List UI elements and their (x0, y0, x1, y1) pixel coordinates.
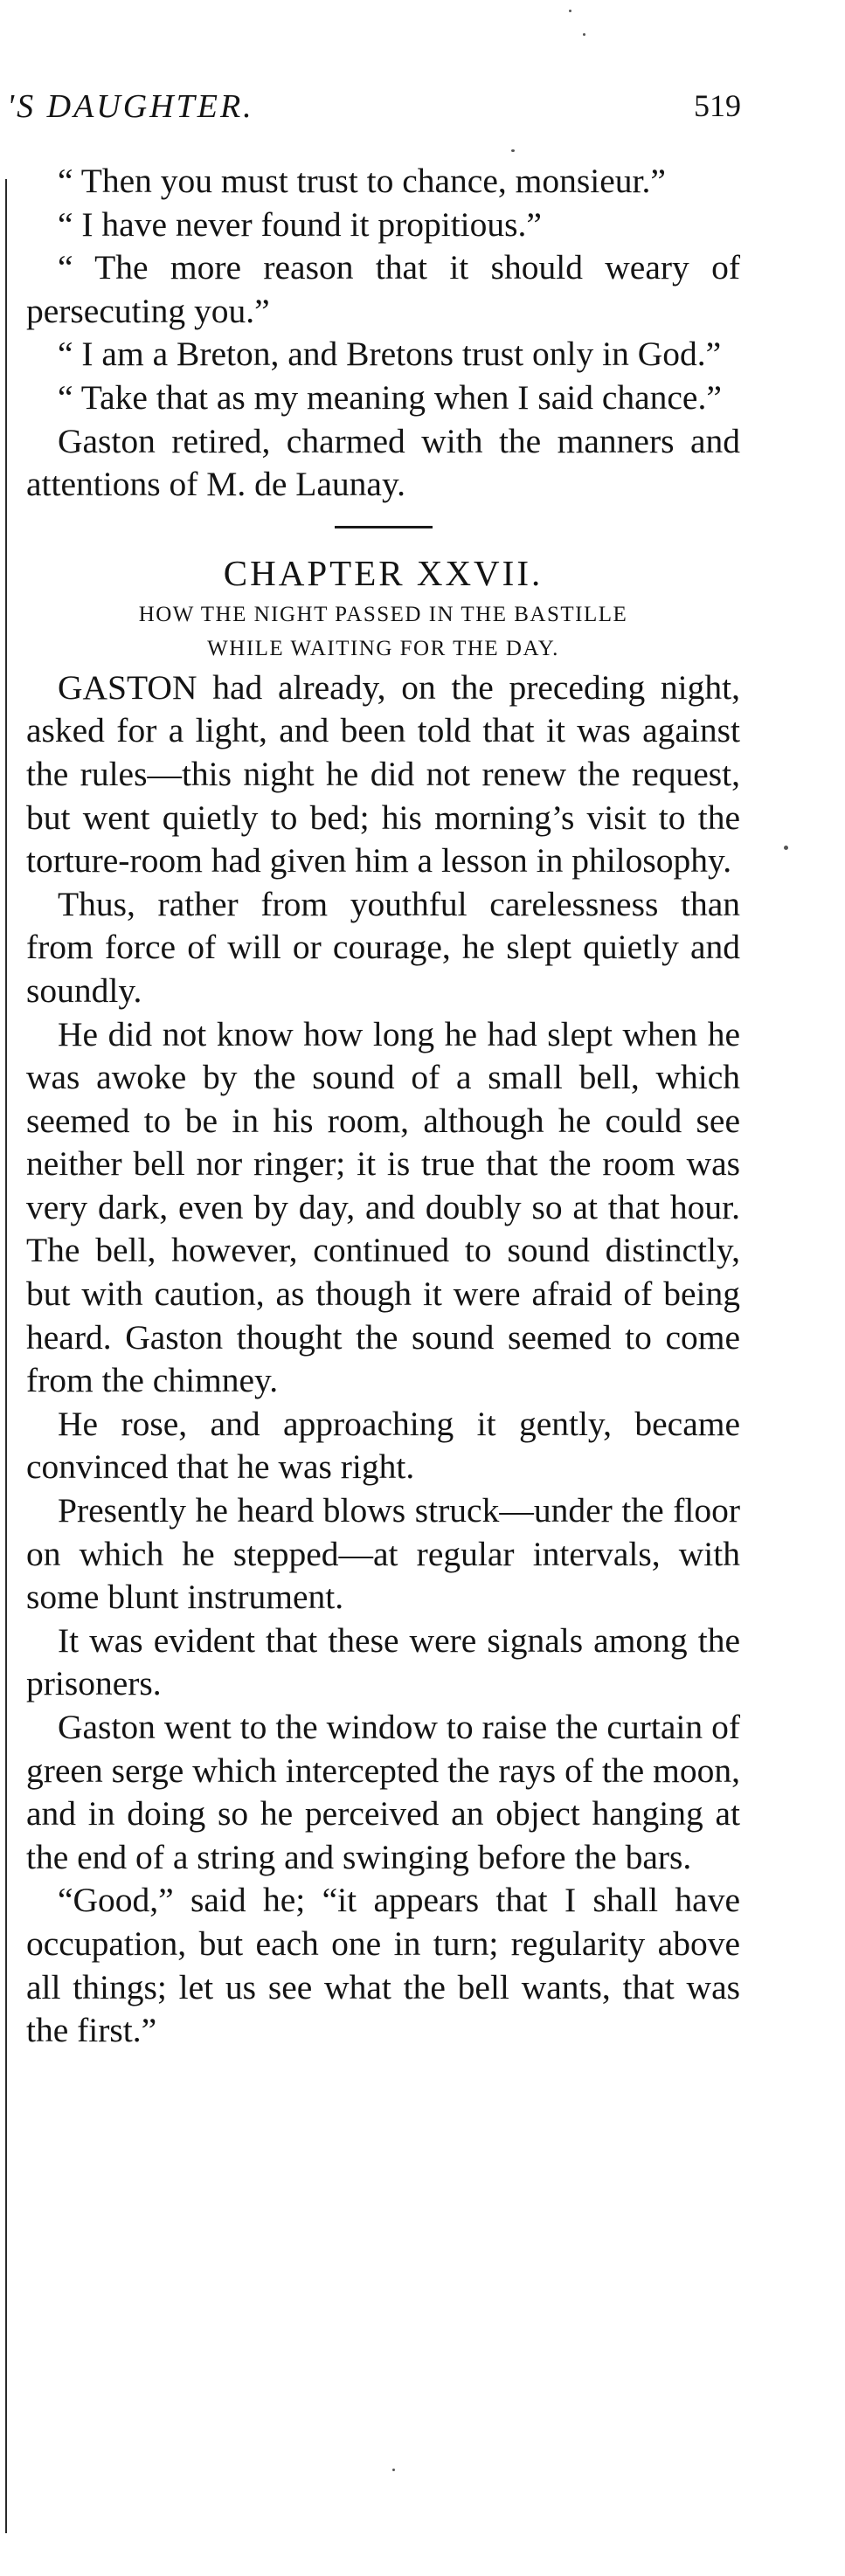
running-title: 'S DAUGHTER. (7, 88, 254, 125)
paragraph: “ Take that as my meaning when I said chance.” (58, 377, 722, 417)
paragraph: Gaston went to the window to raise the curtain of green serge which intercepted the rays of the moon, and in doing so he perceived an object hanging at the end of a string and swinging before the bars. (26, 1708, 740, 1876)
paragraph: “ I am a Breton, and Bretons trust only in God.” (58, 335, 722, 374)
print-speck (511, 149, 515, 152)
paragraph: “ I have never found it propitious.” (58, 204, 542, 244)
paragraph: Presently he heard blows struck—under the floor on which he stepped—at regular intervals, with some blunt instrument. (26, 1491, 740, 1617)
paragraph: It was evident that these were signals among the prisoners. (26, 1620, 740, 1703)
paragraph: He rose, and approaching it gently, became convinced that he was right. (26, 1404, 740, 1487)
chapter-subtitle-line-1: HOW THE NIGHT PASSED IN THE BASTILLE (138, 602, 628, 626)
paragraph: Thus, rather from youthful carelessness than from force of will or courage, he slept quietly and soundly. (26, 884, 740, 1010)
paragraph: GASTON had already, on the preceding night, asked for a light, and been told that it was against the rules—this night he did not renew the request, but went quietly to bed; his morning’s visit to the torture-room had given him a lesson in philosophy. (26, 667, 740, 881)
paragraph: “ The more reason that it should weary of persecuting you.” (26, 248, 740, 330)
paragraph: He did not know how long he had slept when he was awoke by the sound of a small bell, which seemed to be in his room, although he could see neither bell nor ringer; it is true that the room was very dark, even by day, and doubly so at that hour. The bell, however, continued to sound distinctly, but with caution, as though it were afraid of being heard. Gaston thought the sound seemed to come from the chimney. (26, 1014, 740, 1400)
print-speck (392, 2469, 395, 2471)
print-speck (583, 33, 585, 36)
chapter-heading (26, 526, 740, 663)
column-rule (5, 179, 7, 2533)
chapter-subtitle-line-2: WHILE WAITING FOR THE DAY. (207, 636, 559, 660)
paragraph: “ Then you must trust to chance, monsieur.” (58, 162, 666, 200)
paragraph: Gaston retired, charmed with the manners and attentions of M. de Launay. (26, 421, 740, 504)
running-head (7, 87, 741, 140)
print-speck (569, 10, 571, 12)
chapter-title: CHAPTER XXVII. (223, 552, 544, 593)
section-divider (335, 526, 433, 528)
print-speck (784, 846, 788, 850)
text-column (26, 160, 740, 2053)
page-number: 519 (694, 88, 741, 123)
paragraph: “Good,” said he; “it appears that I shall have occupation, but each one in turn; regularity above all things; let us see what the bell wants, that was the first.” (26, 1881, 740, 2050)
